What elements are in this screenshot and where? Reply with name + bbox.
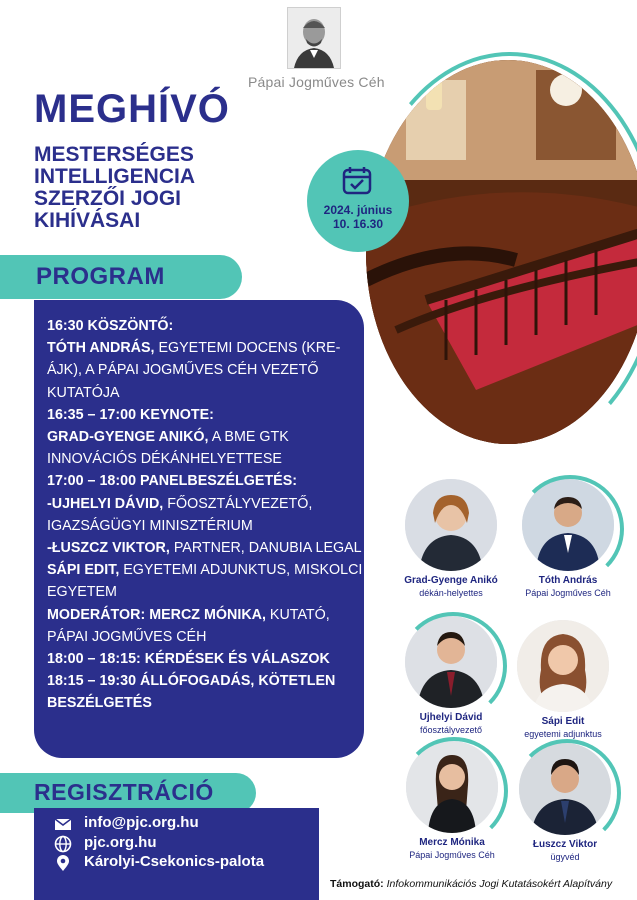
program-item: 18:15 – 19:30 ÁLLÓFOGADÁS, KÖTETLEN BESZÉLGETÉS bbox=[47, 673, 336, 712]
registration-heading: REGISZTRÁCIÓ bbox=[34, 779, 214, 805]
globe-icon bbox=[54, 835, 72, 853]
speaker-name: Łuszcz Viktor bbox=[532, 839, 598, 850]
registration-email[interactable] bbox=[54, 814, 314, 834]
org-name: Pápai Jogműves Céh bbox=[248, 74, 385, 90]
speaker-card bbox=[517, 479, 619, 598]
program-item: GRAD-GYENGE ANIKÓ, A BME GTK INNOVÁCIÓS DÉKÁNHELYETTESE bbox=[47, 429, 289, 468]
speaker-role: ügyvéd bbox=[550, 852, 580, 862]
speaker-role: Pápai Jogműves Céh bbox=[525, 588, 611, 598]
event-subtitle: MESTERSÉGES INTELLIGENCIA SZERZŐI JOGI KIHÍVÁSAI bbox=[34, 143, 195, 232]
logo-portrait bbox=[287, 7, 341, 69]
speaker-card bbox=[514, 743, 616, 862]
calendar-icon bbox=[339, 166, 375, 196]
program-item: -UJHELYI DÁVID, FŐOSZTÁLYVEZETŐ, IGAZSÁGÜGYI MINISZTÉRIUM bbox=[47, 495, 313, 534]
email-text: info@pjc.org.hu bbox=[84, 814, 199, 831]
location-text: Károlyi-Csekonics-palota bbox=[84, 853, 265, 870]
sponsor-line bbox=[330, 878, 612, 890]
speaker-card bbox=[512, 620, 614, 739]
speaker-name: Ujhelyi Dávid bbox=[419, 712, 483, 723]
sponsor-label: Támogató: bbox=[330, 878, 384, 890]
location-pin-icon bbox=[54, 854, 72, 872]
website-text: pjc.org.hu bbox=[84, 834, 157, 851]
speaker-card bbox=[401, 741, 503, 860]
speaker-name: Mercz Mónika bbox=[419, 837, 485, 848]
speaker-role: egyetemi adjunktus bbox=[524, 729, 602, 739]
venue-photo bbox=[358, 52, 637, 452]
program-item: 17:00 – 18:00 PANELBESZÉLGETÉS: bbox=[47, 473, 298, 490]
speaker-name: Sápi Edit bbox=[541, 716, 585, 727]
speaker-role: dékán-helyettes bbox=[419, 588, 483, 598]
event-date-line1: 2024. június bbox=[323, 203, 393, 217]
page-title: MEGHÍVÓ bbox=[34, 87, 230, 131]
sponsor-name: Infokommunikációs Jogi Kutatásokért Alapítvány bbox=[386, 878, 613, 890]
program-item: 16:35 – 17:00 KEYNOTE: bbox=[47, 406, 214, 423]
program-item: -ŁUSZCZ VIKTOR, PARTNER, DANUBIA LEGAL bbox=[47, 540, 362, 557]
program-item: 18:00 – 18:15: KÉRDÉSEK ÉS VÁLASZOK bbox=[47, 651, 330, 668]
speaker-name: Grad-Gyenge Anikó bbox=[404, 575, 498, 586]
program-item: MODERÁTOR: MERCZ MÓNIKA, KUTATÓ, PÁPAI JOGMŰVES CÉH bbox=[47, 606, 330, 645]
speaker-name: Tóth András bbox=[538, 575, 598, 586]
speaker-card bbox=[400, 479, 502, 598]
program-list bbox=[47, 315, 363, 715]
program-item: SÁPI EDIT, EGYETEMI ADJUNKTUS, MISKOLCI EGYETEM bbox=[47, 562, 363, 601]
program-item: 16:30 KÖSZÖNTŐ: bbox=[47, 318, 174, 334]
registration-website[interactable] bbox=[54, 834, 314, 854]
program-item: TÓTH ANDRÁS, EGYETEMI DOCENS (KRE-ÁJK), A PÁPAI JOGMŰVES CÉH VEZETŐ KUTATÓJA bbox=[47, 340, 341, 401]
speaker-photo bbox=[405, 479, 497, 571]
registration-location bbox=[54, 853, 314, 873]
email-icon bbox=[54, 815, 72, 833]
speaker-role: Pápai Jogműves Céh bbox=[409, 850, 495, 860]
speaker-card bbox=[400, 616, 502, 735]
speaker-photo bbox=[517, 620, 609, 712]
program-heading: PROGRAM bbox=[36, 263, 165, 290]
speaker-role: főosztályvezető bbox=[419, 725, 483, 735]
event-date bbox=[307, 203, 409, 231]
event-date-line2: 10. 16.30 bbox=[332, 217, 384, 231]
